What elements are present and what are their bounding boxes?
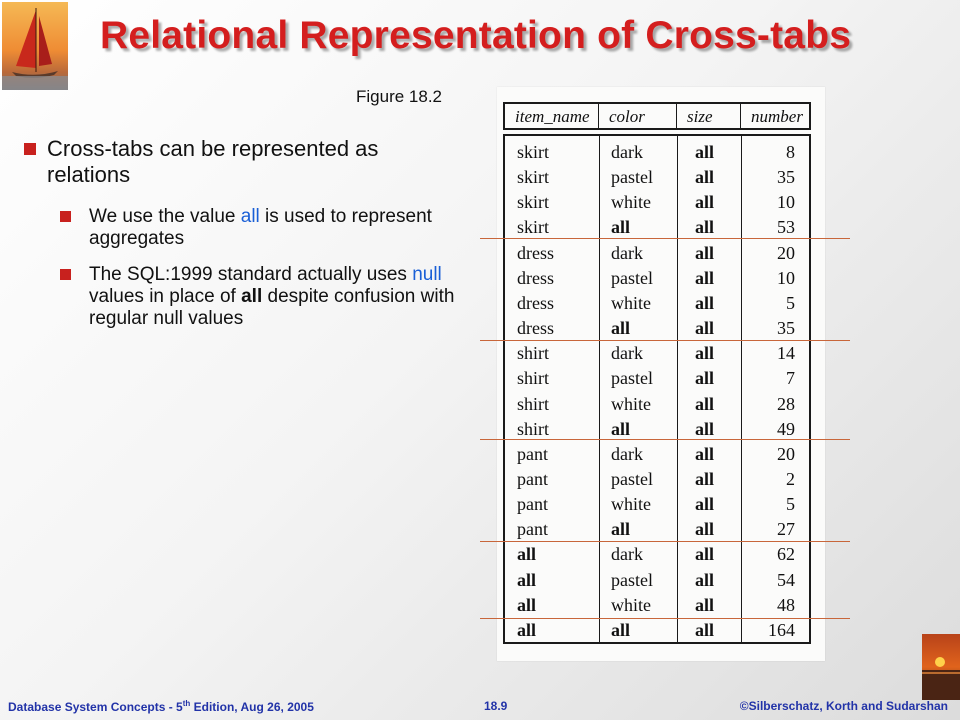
header-number: number — [751, 107, 803, 126]
table-row — [505, 291, 809, 316]
cell-number: 20 — [777, 242, 795, 263]
cell-size: all — [695, 594, 715, 615]
cell-number: 8 — [786, 142, 795, 162]
keyword-all-bold: all — [241, 286, 263, 307]
cell-color: white — [611, 192, 651, 213]
cell-size: all — [695, 468, 715, 489]
figure-caption: Figure 18.2 — [356, 87, 442, 106]
cell-number: 54 — [777, 569, 795, 590]
bullet-main-text: Cross-tabs can be represented as relations — [47, 136, 379, 187]
cell-color: pastel — [611, 468, 653, 489]
cell-number: 28 — [777, 393, 795, 414]
table-row — [505, 517, 809, 542]
table-body — [503, 134, 811, 644]
header-color: color — [599, 104, 677, 128]
cell-item-name: dress — [517, 267, 554, 288]
cell-number: 164 — [768, 619, 795, 640]
table-row — [505, 341, 809, 366]
cell-size: all — [695, 418, 715, 439]
bullet-sub-2 — [89, 264, 459, 330]
cell-size: all — [695, 544, 715, 565]
cell-item-name: dress — [517, 242, 554, 263]
cell-size: all — [695, 443, 715, 464]
cell-number: 27 — [777, 519, 795, 540]
bullet-marker — [24, 143, 36, 155]
cross-tab-relation-table — [497, 87, 825, 661]
footer-left-sup: th — [182, 699, 191, 708]
table-row — [505, 366, 809, 391]
cell-number: 10 — [777, 192, 795, 213]
cell-size: all — [695, 619, 715, 640]
cell-item-name: pant — [517, 494, 548, 515]
cell-color: all — [611, 418, 631, 439]
table-row — [505, 593, 809, 618]
group-separator — [480, 541, 850, 542]
bullet-sub-2-text-a: The SQL:1999 standard actually uses — [89, 264, 413, 285]
cell-item-name: skirt — [517, 192, 550, 213]
keyword-all: all — [240, 206, 260, 227]
table-row — [505, 492, 809, 517]
table-row — [505, 568, 809, 593]
cell-number: 48 — [777, 594, 795, 615]
keyword-null: null — [412, 264, 442, 285]
footer-left-text: Database System Concepts - 5 — [8, 700, 183, 714]
cell-size: all — [695, 343, 715, 364]
group-separator — [480, 238, 850, 239]
cell-item-name: shirt — [517, 368, 550, 389]
cell-size: all — [695, 292, 715, 313]
cell-color: dark — [611, 242, 643, 263]
table-row — [505, 215, 809, 240]
cell-size: all — [695, 192, 715, 213]
bullet-marker — [60, 211, 71, 222]
header-item-name: item_name — [505, 104, 599, 128]
cell-item-name: skirt — [517, 217, 550, 238]
cell-item-name: skirt — [517, 142, 550, 162]
table-row — [505, 392, 809, 417]
table-row — [505, 165, 809, 190]
table-row — [505, 417, 809, 442]
bullet-sub-1-text-b: is used to represent aggregates — [89, 206, 432, 249]
cell-number: 35 — [777, 318, 795, 339]
bullet-list — [14, 136, 464, 330]
footer-page-number: 18.9 — [484, 699, 508, 713]
sailboat-logo — [2, 2, 68, 90]
cell-color: pastel — [611, 267, 653, 288]
table-row — [505, 467, 809, 492]
sunset-image — [922, 634, 960, 700]
group-separator — [480, 618, 850, 619]
cell-size: all — [695, 569, 715, 590]
cell-size: all — [695, 494, 715, 515]
table-row — [505, 266, 809, 291]
sailboat-icon — [2, 2, 68, 90]
bullet-sub-1-text-a: We use the value — [89, 206, 241, 227]
cell-number: 5 — [786, 292, 795, 313]
cell-item-name: all — [517, 594, 537, 615]
footer-left-text-end: Edition, Aug 26, 2005 — [190, 700, 314, 714]
cell-color: dark — [611, 544, 643, 565]
bullet-sub-2-text-c: despite confusion with regular null values — [89, 286, 455, 329]
cell-number: 53 — [777, 217, 795, 238]
cell-size: all — [695, 142, 715, 162]
cell-item-name: all — [517, 569, 537, 590]
sunset-icon — [922, 634, 960, 700]
cell-color: white — [611, 393, 651, 414]
bullet-main — [14, 136, 464, 188]
cell-color: dark — [611, 142, 643, 162]
table-header — [503, 102, 811, 130]
cell-item-name: skirt — [517, 167, 550, 188]
table-row — [505, 442, 809, 467]
page-title: Relational Representation of Cross-tabs — [100, 14, 852, 57]
cell-item-name: dress — [517, 292, 554, 313]
bullet-sub-1 — [89, 206, 459, 250]
cell-item-name: pant — [517, 443, 548, 464]
cell-color: all — [611, 217, 631, 238]
cell-size: all — [695, 217, 715, 238]
table-row — [505, 618, 809, 643]
cell-size: all — [695, 519, 715, 540]
group-separator — [480, 439, 850, 440]
cell-number: 2 — [786, 468, 795, 489]
table-row — [505, 140, 809, 165]
cell-size: all — [695, 267, 715, 288]
footer-course-title — [8, 699, 314, 714]
cell-item-name: dress — [517, 318, 554, 339]
cell-color: all — [611, 519, 631, 540]
cell-item-name: pant — [517, 519, 548, 540]
cell-item-name: shirt — [517, 393, 550, 414]
cell-number: 5 — [786, 494, 795, 515]
cell-color: white — [611, 494, 651, 515]
cell-color: dark — [611, 343, 643, 364]
cell-item-name: shirt — [517, 343, 550, 364]
cell-number: 62 — [777, 544, 795, 565]
cell-number: 10 — [777, 267, 795, 288]
cell-item-name: all — [517, 544, 537, 565]
cell-size: all — [695, 393, 715, 414]
cell-color: dark — [611, 443, 643, 464]
cell-color: pastel — [611, 167, 653, 188]
cell-color: all — [611, 619, 631, 640]
table-row — [505, 316, 809, 341]
bullet-marker — [60, 269, 71, 280]
table-row — [505, 241, 809, 266]
cell-number: 20 — [777, 443, 795, 464]
footer-copyright: ©Silberschatz, Korth and Sudarshan — [739, 699, 948, 713]
cell-size: all — [695, 242, 715, 263]
cell-number: 35 — [777, 167, 795, 188]
cell-size: all — [695, 368, 715, 389]
cell-color: all — [611, 318, 631, 339]
table-row — [505, 190, 809, 215]
cell-size: all — [695, 318, 715, 339]
cell-color: white — [611, 292, 651, 313]
cell-number: 14 — [777, 343, 795, 364]
cell-size: all — [695, 167, 715, 188]
cell-color: white — [611, 594, 651, 615]
group-separator — [480, 340, 850, 341]
cell-color: pastel — [611, 569, 653, 590]
cell-number: 49 — [777, 418, 795, 439]
header-size: size — [677, 104, 741, 128]
cell-item-name: all — [517, 619, 537, 640]
cell-item-name: shirt — [517, 418, 550, 439]
cell-item-name: pant — [517, 468, 548, 489]
cell-color: pastel — [611, 368, 653, 389]
bullet-sub-2-text-b: values in place of — [89, 286, 242, 307]
table-row — [505, 542, 809, 567]
cell-number: 7 — [786, 368, 795, 389]
